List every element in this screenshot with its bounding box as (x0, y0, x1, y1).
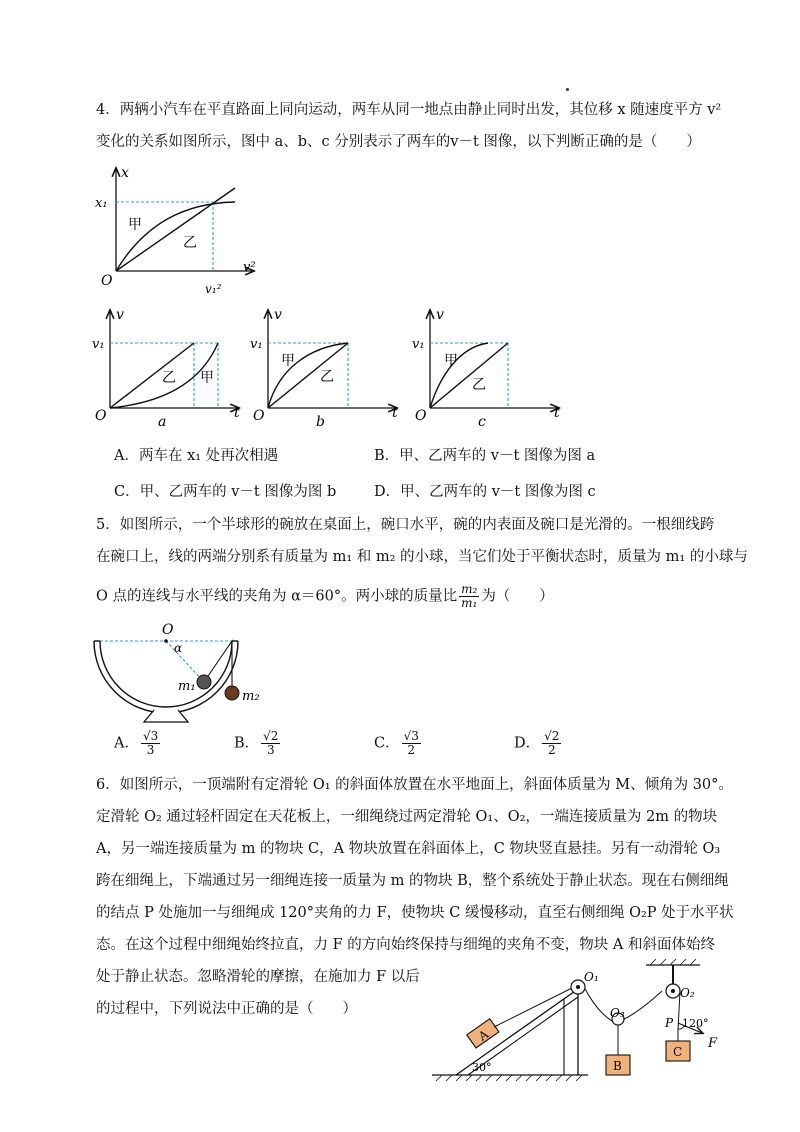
m1-label: m₁ (178, 679, 196, 694)
ball-m1 (197, 675, 211, 689)
v1sq-label: v₁² (205, 282, 222, 296)
jia-label: 甲 (281, 353, 295, 369)
line-yi (268, 343, 348, 408)
yi-label: 乙 (472, 377, 486, 393)
origin-label: O (253, 408, 265, 424)
q6-text-line3: A，另一端连接质量为 m 的物块 C，A 物块放置在斜面体上，C 物块竖直悬挂。另有一动滑轮 O₃ (96, 841, 721, 857)
q5-line3-end: 为（ ） (481, 588, 554, 605)
O1-label: O₁ (584, 970, 599, 984)
q4-option-b[interactable]: B．甲、乙两车的 v－t 图像为图 a (374, 448, 596, 464)
numerator: √3 (403, 729, 419, 743)
denominator: 3 (146, 743, 155, 757)
pulley-O1-axle (576, 985, 580, 989)
denominator: 3 (266, 743, 275, 757)
x-axis-label: v² (243, 260, 256, 275)
v1-label: v₁ (250, 337, 263, 352)
v-label: v (116, 307, 124, 323)
yi-label: 乙 (183, 235, 197, 251)
q6-text-line5: 的结点 P 处施加一与细绳成 120°夹角的力 F，使物块 C 缓慢移动，直至右侧细绳 O₂P 处于水平状 (96, 905, 734, 921)
origin-label: O (415, 408, 427, 424)
A-label: A (475, 1027, 492, 1044)
q6-text-line6: 态。在这个过程中细绳始终拉直，力 F 的方向始终保持与细绳的夹角不变，物块 A 和斜面体始终 (96, 937, 715, 953)
option-b-fraction (261, 730, 280, 757)
v1-label: v₁ (92, 337, 105, 352)
q5-line3-start: O 点的连线与水平线的夹角为 α＝60°。两小球的质量比 (96, 588, 458, 605)
q6-text-line2: 定滑轮 O₂ 通过轻杆固定在天花板上，一细绳绕过两定滑轮 O₁、O₂，一端连接质量为 2m 的物块 (96, 809, 718, 825)
ratio-denominator: m₁ (461, 596, 478, 610)
figure-caption: b (316, 414, 325, 430)
figure-caption: a (158, 414, 167, 430)
q4-option-d[interactable]: D．甲、乙两车的 v－t 图像为图 c (374, 484, 596, 500)
m2-label: m₂ (242, 689, 260, 704)
q6-text-line1: 6．如图所示，一顶端附有定滑轮 O₁ 的斜面体放置在水平地面上，斜面体质量为 M、倾角为 30°。 (96, 777, 733, 793)
radius-line (166, 641, 204, 682)
C-label: C (673, 1045, 683, 1059)
curve-jia (116, 202, 235, 271)
numerator: √2 (263, 729, 279, 743)
denominator: 2 (547, 743, 556, 757)
y-axis-label: x (121, 165, 129, 181)
line-yi (110, 343, 194, 408)
O-label: O (162, 622, 174, 638)
option-d-label: D． (514, 735, 541, 752)
q4-text-line2: 变化的关系如图所示，图中 a、b、c 分别表示了两车的v－t 图像，以下判断正确的是（ ） (96, 134, 701, 150)
q4-figure-b (248, 305, 408, 430)
q4-option-c[interactable]: C．甲、乙两车的 v－t 图像为图 b (114, 484, 337, 500)
q5-bowl-figure (92, 620, 272, 730)
center-point (164, 639, 168, 643)
option-c-label: C． (374, 735, 400, 752)
denominator: 2 (407, 743, 416, 757)
numerator: √2 (544, 729, 560, 743)
q5-option-d[interactable] (514, 730, 563, 757)
ground-hatch (436, 1075, 582, 1081)
B-label: B (613, 1059, 622, 1073)
q6-text-line8: 的过程中，下列说法中正确的是（ ） (96, 1001, 357, 1017)
q6-text-line7: 处于静止状态。忽略滑轮的摩擦，在施加力 F 以后 (96, 969, 420, 985)
q5-option-c[interactable] (374, 730, 423, 757)
jia-label: 甲 (444, 353, 458, 369)
page-mark (566, 88, 569, 91)
q6-pulley-figure (428, 955, 738, 1085)
angle-30-label: 30° (472, 1061, 492, 1074)
block-A (467, 1019, 500, 1049)
mass-ratio-fraction (459, 583, 479, 610)
bowl-outer (94, 641, 238, 713)
alpha-label: α (174, 641, 183, 655)
q5-option-b[interactable] (234, 730, 282, 757)
q4-figure-a (90, 305, 250, 430)
origin-label: O (101, 273, 113, 289)
jia-label: 甲 (200, 370, 214, 386)
figure-caption: c (478, 414, 486, 430)
t-label: t (234, 405, 240, 421)
t-label: t (554, 405, 560, 421)
q4-figure-c (410, 305, 570, 430)
q4-option-a[interactable]: A．两车在 x₁ 处再次相遇 (114, 448, 279, 464)
ball-m2 (225, 686, 239, 700)
option-a-fraction (141, 730, 160, 757)
q6-text-line4: 跨在细绳上，下端通过另一细绳连接一质量为 m 的物块 B，整个系统处于静止状态。现在右侧细绳 (96, 873, 729, 889)
q4-text-line1: 4．两辆小汽车在平直路面上同向运动，两车从同一地点由静止同时出发，其位移 x 随速度平方 v² (96, 102, 722, 118)
option-c-fraction (402, 730, 421, 757)
q5-text-line3 (96, 583, 554, 610)
pulley-O2-axle (671, 989, 675, 993)
q5-text-line2: 在碗口上，线的两端分别系有质量为 m₁ 和 m₂ 的小球，当它们处于平衡状态时，质量为 m₁ 的小球与 (96, 549, 748, 565)
q5-text-line1: 5．如图所示，一个半球形的碗放在桌面上，碗口水平，碗的内表面及碗口是光滑的。一根细线跨 (96, 517, 715, 533)
option-d-fraction (542, 730, 561, 757)
numerator: √3 (142, 729, 159, 743)
angle-120-label: 120° (682, 1017, 709, 1030)
yi-label: 乙 (162, 370, 176, 386)
origin-label: O (95, 408, 107, 424)
P-label: P (665, 1016, 674, 1030)
curve-jia (430, 343, 488, 408)
F-label: F (708, 1036, 718, 1051)
O2-label: O₂ (680, 986, 695, 1000)
q4-figure-x-v2 (95, 163, 265, 298)
q5-option-a[interactable] (114, 730, 162, 757)
O3-label: O₃ (610, 1006, 625, 1020)
jia-label: 甲 (128, 217, 142, 233)
t-label: t (392, 405, 398, 421)
option-b-label: B． (234, 735, 260, 752)
ratio-numerator: m₂ (461, 582, 478, 596)
v-label: v (436, 307, 444, 323)
v1-label: v₁ (412, 337, 425, 352)
option-a-label: A． (114, 735, 139, 752)
v-label: v (274, 307, 282, 323)
ceiling-hatch (650, 959, 696, 965)
yi-label: 乙 (320, 369, 334, 385)
x1-label: x₁ (95, 196, 108, 211)
line-yi (430, 343, 508, 408)
